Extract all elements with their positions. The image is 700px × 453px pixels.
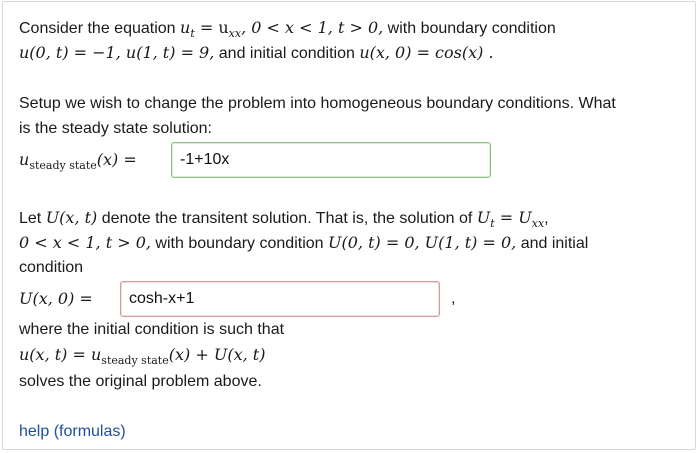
solves-text: solves the original problem above.: [19, 373, 262, 390]
problem-statement-line-1: [19, 18, 556, 40]
transient-text-line-2: 0 < x < 1, t > 0, with boundary condition U(0, t) = 0, U(1, t) = 0, and initial: [19, 233, 589, 252]
transient-ic-label: U(x, 0) =: [19, 289, 93, 308]
problem-statement-line-2: [19, 43, 494, 64]
sum-equation: u(x, $t) = u_{steady state}(x) + U(x$, t): [19, 345, 266, 367]
help-formulas-link-wrap: [19, 422, 126, 442]
text-boundary: with boundary condition: [383, 20, 556, 37]
transient-ic-answer-input[interactable]: cosh-x+1: [120, 281, 440, 317]
help-formulas-link[interactable]: help (formulas): [19, 423, 126, 440]
trailing-comma: ,: [451, 290, 456, 307]
steady-state-answer-input[interactable]: -1+10x: [171, 142, 491, 178]
transient-text-line-1: Let U(x, t) denote the transitent solution. That is, the solution of $U_t = U_{xx}$,: [19, 208, 549, 230]
equation-ut: $u_t = u_{xx}$, 0 < x < 1, t > 0,: [180, 18, 384, 40]
setup-text-line-1: Setup we wish to change the problem into homogeneous boundary conditions. What: [19, 95, 616, 112]
steady-state-label: $u_{steady state}(x)$ =: [19, 150, 137, 172]
setup-text-line-2: is the steady state solution:: [19, 120, 212, 137]
where-text: where the initial condition is such that: [19, 321, 285, 338]
text-initial: and initial condition: [214, 45, 360, 62]
text-consider: Consider the equation: [19, 20, 176, 37]
transient-text-line-3: condition: [19, 259, 84, 276]
initial-condition: u(x, 0) = cos(x) .: [359, 43, 494, 62]
boundary-condition: u(0, t) = −1, u(1, t) = 9,: [19, 43, 215, 62]
